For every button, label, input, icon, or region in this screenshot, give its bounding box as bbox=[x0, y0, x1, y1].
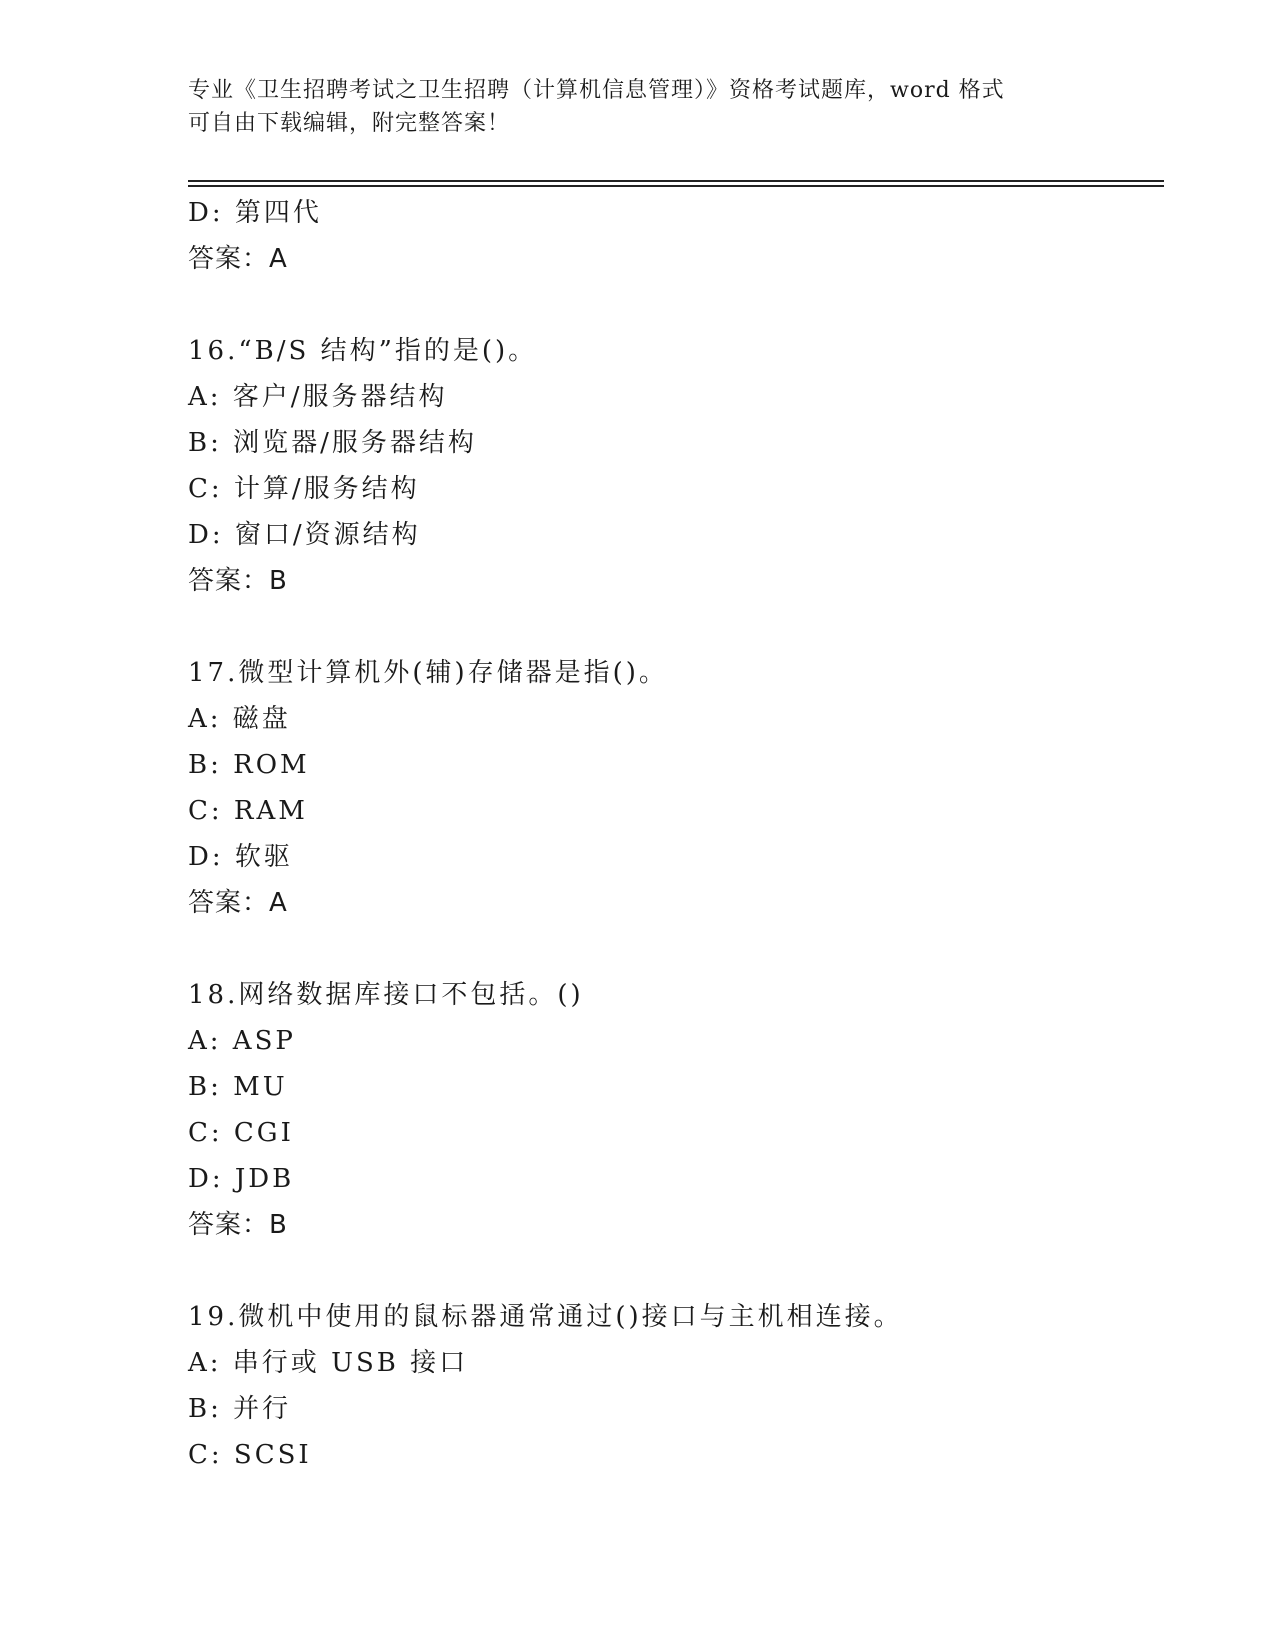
answer: 答案：B bbox=[188, 566, 288, 596]
document-header bbox=[188, 74, 1088, 140]
option-c: C: RAM bbox=[188, 796, 308, 826]
question-16 bbox=[188, 328, 1164, 604]
option-c: C: 计算/服务结构 bbox=[188, 474, 420, 504]
spacer bbox=[188, 1248, 1164, 1294]
question-stem: 18.网络数据库接口不包括。() bbox=[188, 980, 584, 1010]
option-a: A: ASP bbox=[188, 1026, 296, 1056]
question-stem: 17.微型计算机外(辅)存储器是指()。 bbox=[188, 658, 668, 688]
question-list bbox=[188, 190, 1164, 1478]
header-divider-bottom bbox=[188, 185, 1164, 187]
option-b: B: 浏览器/服务器结构 bbox=[188, 428, 477, 458]
spacer bbox=[188, 282, 1164, 328]
answer: 答案：B bbox=[188, 1210, 288, 1240]
spacer bbox=[188, 604, 1164, 650]
option-b: B: 并行 bbox=[188, 1394, 292, 1424]
question-17 bbox=[188, 650, 1164, 926]
question-18 bbox=[188, 972, 1164, 1248]
option-d: D: 窗口/资源结构 bbox=[188, 520, 421, 550]
spacer bbox=[188, 926, 1164, 972]
question-19 bbox=[188, 1294, 1164, 1478]
header-divider-top bbox=[188, 180, 1164, 182]
question-stem: 19.微机中使用的鼠标器通常通过()接口与主机相连接。 bbox=[188, 1302, 903, 1332]
option-d: D: JDB bbox=[188, 1164, 295, 1194]
option-d: D: 软驱 bbox=[188, 842, 293, 872]
header-line-1: 专业《卫生招聘考试之卫生招聘（计算机信息管理）》资格考试题库，word 格式 bbox=[188, 78, 1005, 103]
header-line-2: 可自由下载编辑，附完整答案！ bbox=[188, 111, 511, 136]
carryover-option-d: D: 第四代 bbox=[188, 198, 322, 228]
option-b: B: MU bbox=[188, 1072, 288, 1102]
answer: 答案：A bbox=[188, 888, 288, 918]
option-c: C: SCSI bbox=[188, 1440, 312, 1470]
option-a: A: 客户/服务器结构 bbox=[188, 382, 448, 412]
option-b: B: ROM bbox=[188, 750, 310, 780]
option-c: C: CGI bbox=[188, 1118, 294, 1148]
carryover-answer: 答案：A bbox=[188, 244, 288, 274]
question-stem: 16.“B/S 结构”指的是()。 bbox=[188, 336, 538, 366]
option-a: A: 磁盘 bbox=[188, 704, 291, 734]
option-a: A: 串行或 USB 接口 bbox=[188, 1348, 469, 1378]
